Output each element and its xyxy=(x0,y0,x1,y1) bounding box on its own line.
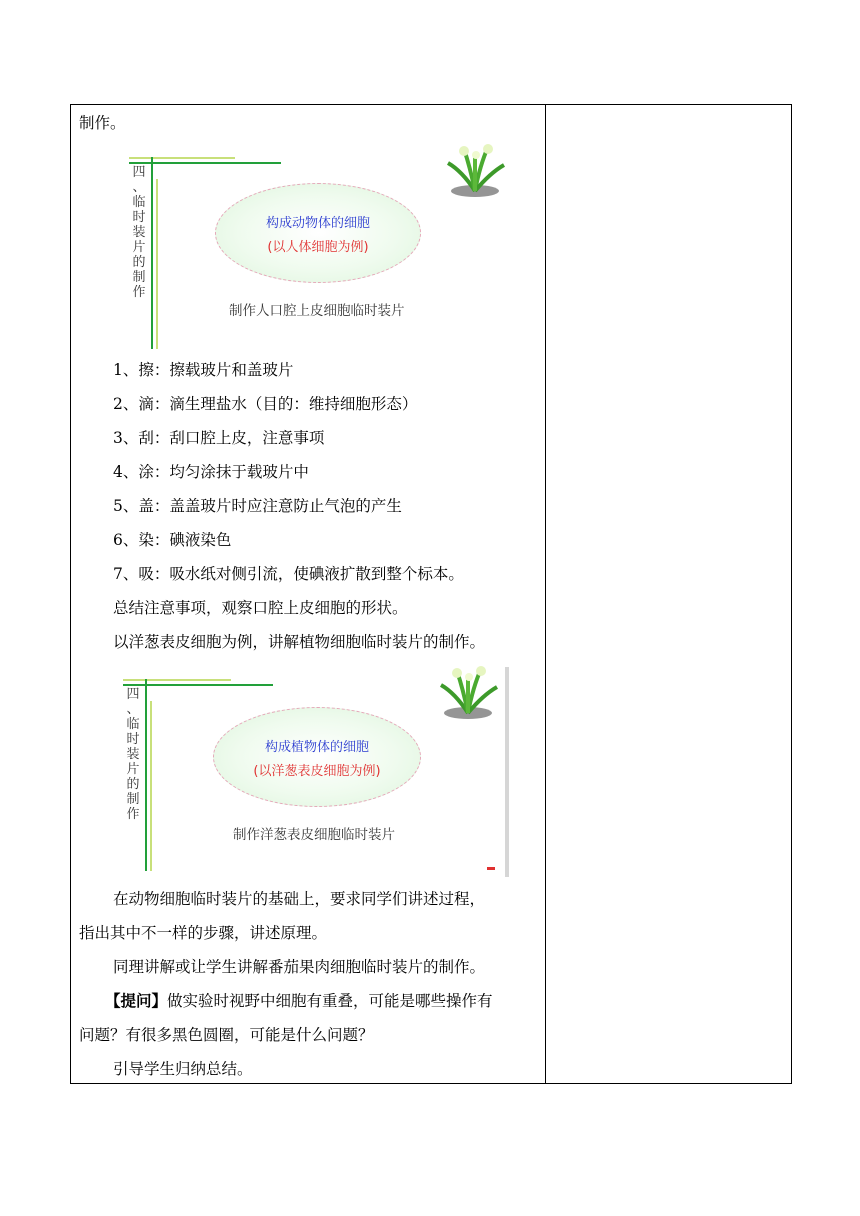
step-item: 4、涂：均匀涂抹于载玻片中 xyxy=(113,463,309,481)
slide-plant-cell xyxy=(121,663,511,877)
vertical-title-char: 、 xyxy=(126,702,140,717)
ellipse-title: 构成植物体的细胞 xyxy=(264,740,369,755)
step-item: 7、吸：吸水纸对侧引流，使碘液扩散到整个标本。 xyxy=(113,565,464,583)
vertical-title-char: 临 xyxy=(126,717,140,732)
vertical-title-char: 装 xyxy=(132,225,146,240)
grass-icon xyxy=(442,141,508,199)
step-item: 6、染：碘液染色 xyxy=(113,531,232,549)
paragraph-line: 在动物细胞临时装片的基础上，要求同学们讲述过程， xyxy=(113,890,486,908)
plant-intro-text: 以洋葱表皮细胞为例，讲解植物细胞临时装片的制作。 xyxy=(113,633,486,651)
paragraph-line: 同理讲解或让学生讲解番茄果肉细胞临时装片的制作。 xyxy=(113,958,486,976)
vertical-title-char: 作 xyxy=(126,807,140,822)
slide-decor-line xyxy=(156,179,158,349)
topic-ellipse xyxy=(215,183,421,283)
intro-tail: 制作。 xyxy=(79,114,126,132)
vertical-title-char: 片 xyxy=(132,240,146,255)
vertical-title-char: 四 xyxy=(132,165,146,180)
lesson-table xyxy=(70,104,792,1084)
slide-marker xyxy=(487,867,495,870)
vertical-title-char: 的 xyxy=(132,255,146,270)
paragraph-line: 指出其中不一样的步骤，讲述原理。 xyxy=(79,924,328,942)
summary-text: 总结注意事项，观察口腔上皮细胞的形状。 xyxy=(113,599,408,617)
vertical-title-char: 制 xyxy=(126,792,140,807)
slide-vertical-title xyxy=(125,687,141,822)
slide-decor-line xyxy=(129,157,235,159)
vertical-title-char: 作 xyxy=(132,285,146,300)
slide-decor-line xyxy=(145,679,147,871)
vertical-title-char: 制 xyxy=(132,270,146,285)
vertical-title-char: 的 xyxy=(126,777,140,792)
question-label: 【提问】 xyxy=(105,991,168,1010)
step-item: 1、擦：擦载玻片和盖玻片 xyxy=(113,361,294,379)
step-item: 5、盖：盖盖玻片时应注意防止气泡的产生 xyxy=(113,497,402,515)
vertical-title-char: 时 xyxy=(132,210,146,225)
slide-caption: 制作人口腔上皮细胞临时装片 xyxy=(229,303,405,319)
vertical-title-char: 装 xyxy=(126,747,140,762)
vertical-title-char: 临 xyxy=(132,195,146,210)
step-item: 3、刮：刮口腔上皮，注意事项 xyxy=(113,429,325,447)
slide-decor-line xyxy=(150,701,152,871)
slide-vertical-title xyxy=(131,165,147,300)
closing-text: 引导学生归纳总结。 xyxy=(113,1060,253,1078)
ellipse-subtitle: (以洋葱表皮细胞为例) xyxy=(253,764,381,779)
step-item: 2、滴：滴生理盐水（目的：维持细胞形态） xyxy=(113,395,418,413)
ellipse-subtitle: (以人体细胞为例) xyxy=(267,240,369,255)
question-line-2: 问题？有很多黑色圆圈，可能是什么问题？ xyxy=(79,1026,374,1044)
slide-decor-line xyxy=(123,679,231,681)
slide-caption: 制作洋葱表皮细胞临时装片 xyxy=(233,827,395,843)
vertical-title-char: 四 xyxy=(126,687,140,702)
vertical-title-char: 、 xyxy=(132,180,146,195)
vertical-title-char: 片 xyxy=(126,762,140,777)
slide-edge xyxy=(505,667,509,877)
column-divider xyxy=(545,105,546,1083)
slide-decor-line xyxy=(151,157,153,349)
question-line xyxy=(105,991,493,1011)
slide-animal-cell xyxy=(127,149,517,349)
vertical-title-char: 时 xyxy=(126,732,140,747)
ellipse-title: 构成动物体的细胞 xyxy=(265,216,370,231)
topic-ellipse xyxy=(213,707,421,807)
grass-icon xyxy=(435,663,501,721)
teaching-content-cell xyxy=(71,105,545,1083)
question-text: 做实验时视野中细胞有重叠，可能是哪些操作有 xyxy=(167,992,493,1010)
